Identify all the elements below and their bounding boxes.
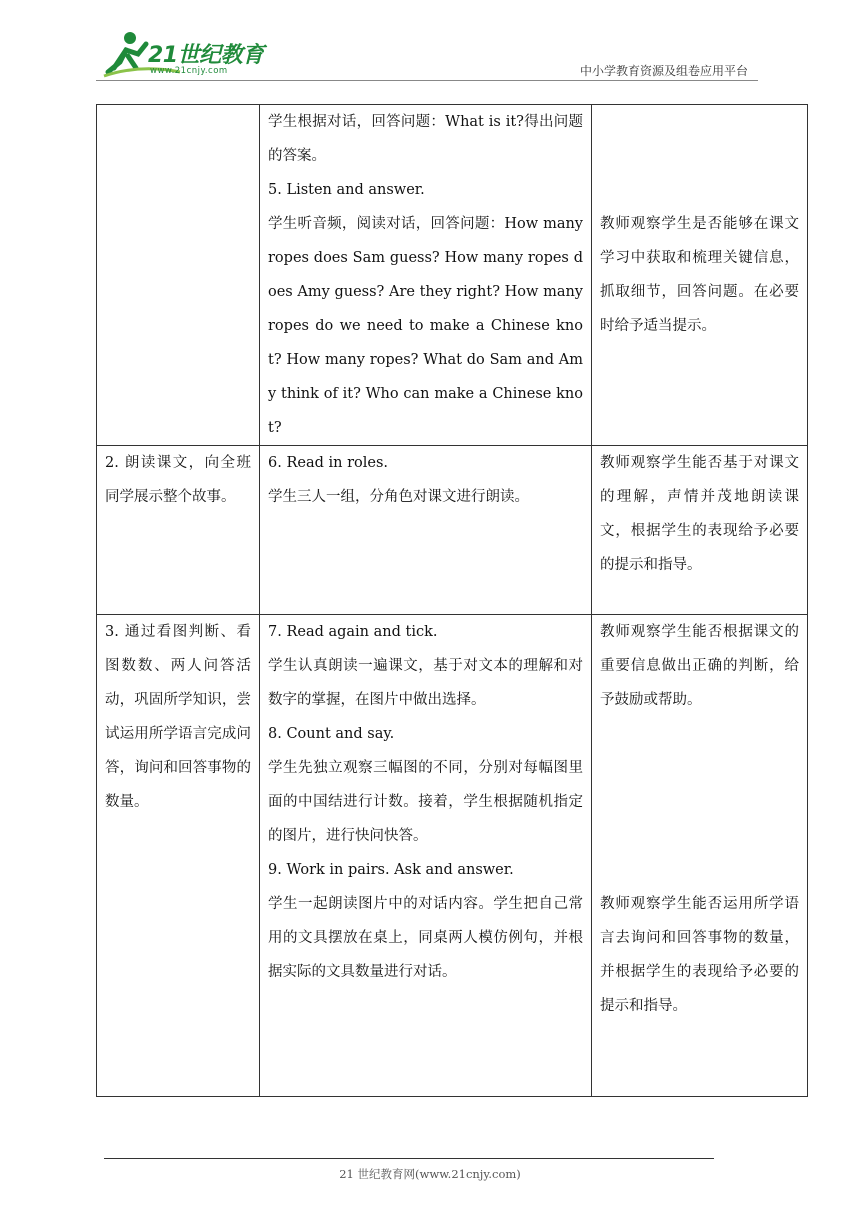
activity-cell <box>260 446 592 615</box>
header-divider <box>96 80 758 81</box>
activity-text: 学生根据对话，回答问题：What is it?得出问题的答案。 <box>268 114 583 164</box>
evaluation-cell <box>592 615 808 1097</box>
activity-cell <box>260 105 592 446</box>
logo-text: 21世纪教育 <box>148 43 264 68</box>
footer-divider <box>104 1158 714 1159</box>
goal-cell <box>97 615 260 1097</box>
activity-text: 学生先独立观察三幅图的不同，分别对每幅图里面的中国结进行计数。接着，学生根据随机指定的图片，进行快问快答。 <box>268 760 583 844</box>
activity-heading: 9. Work in pairs. Ask and answer. <box>268 862 514 878</box>
table-row <box>97 446 808 615</box>
table-row <box>97 105 808 446</box>
activity-text: 学生听音频，阅读对话，回答问题：How many ropes does Sam guess? How many ropes does Amy guess? Are they right? How many ropes do we need to make a Chinese knot? How many ropes? What do Sam and Amy think of it? Who can make a Chinese knot? <box>268 216 583 436</box>
header-platform-text: 中小学教育资源及组卷应用平台 <box>579 64 748 78</box>
activity-heading: 6. Read in roles. <box>268 455 388 471</box>
activity-text: 学生一起朗读图片中的对话内容。学生把自己常用的文具摆放在桌上，同桌两人模仿例句，并根据实际的文具数量进行对话。 <box>268 896 583 980</box>
page-header <box>0 0 860 90</box>
evaluation-text: 教师观察学生能否运用所学语言去询问和回答事物的数量，并根据学生的表现给予必要的提示和指导。 <box>600 896 799 1014</box>
footer-text: 21 世纪教育网(www.21cnjy.com) <box>339 1167 521 1181</box>
activity-text: 学生三人一组，分角色对课文进行朗读。 <box>268 489 529 505</box>
table-row <box>97 615 808 1097</box>
evaluation-text: 教师观察学生能否基于对课文的理解，声情并茂地朗读课文，根据学生的表现给予必要的提示和指导。 <box>600 455 799 573</box>
evaluation-cell <box>592 446 808 615</box>
activity-heading: 7. Read again and tick. <box>268 624 438 640</box>
logo-url: www.21cnjy.com <box>150 66 228 76</box>
evaluation-text: 教师观察学生是否能够在课文学习中获取和梳理关键信息，抓取细节，回答问题。在必要时给予适当提示。 <box>600 216 799 334</box>
activity-heading: 8. Count and say. <box>268 726 395 742</box>
goal-text: 2. 朗读课文，向全班同学展示整个故事。 <box>105 455 251 505</box>
evaluation-text: 教师观察学生能否根据课文的重要信息做出正确的判断，给予鼓励或帮助。 <box>600 624 799 708</box>
evaluation-cell <box>592 105 808 446</box>
goal-text: 3. 通过看图判断、看图数数、两人问答活动，巩固所学知识，尝试运用所学语言完成问答，询问和回答事物的数量。 <box>105 624 251 810</box>
goal-cell <box>97 105 260 446</box>
goal-cell <box>97 446 260 615</box>
lesson-table <box>96 104 808 1097</box>
activity-text: 学生认真朗读一遍课文，基于对文本的理解和对数字的掌握，在图片中做出选择。 <box>268 658 583 708</box>
activity-heading: 5. Listen and answer. <box>268 182 425 198</box>
activity-cell <box>260 615 592 1097</box>
